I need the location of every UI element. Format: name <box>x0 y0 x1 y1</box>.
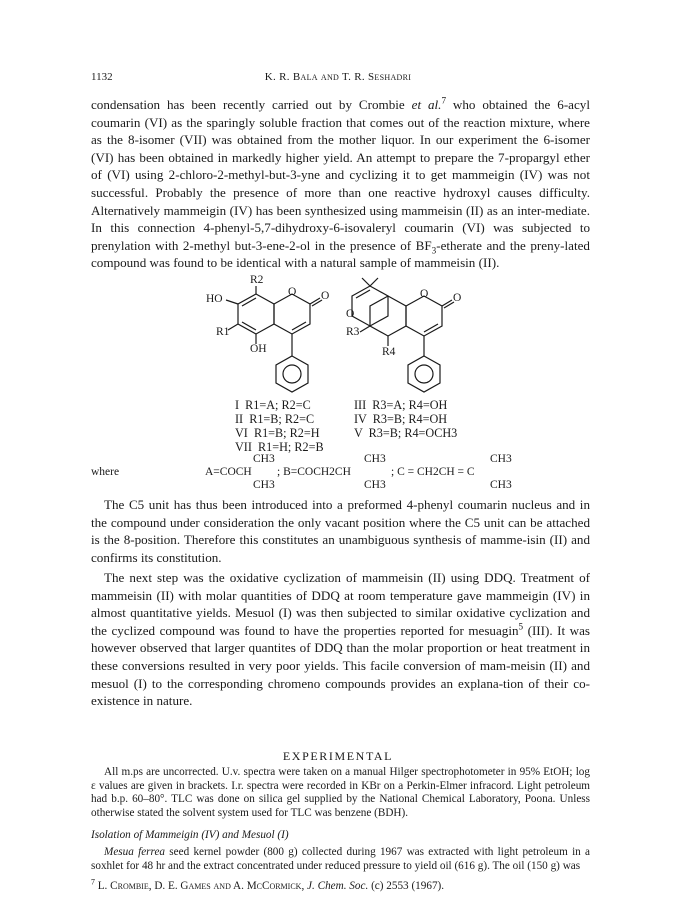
struct2-carbonyl-o: O <box>453 292 462 304</box>
para1-text-a: condensation has been recently carried out by Crombie <box>91 97 412 112</box>
struct1-carbonyl-o: O <box>321 290 330 302</box>
para3-text-a: The next step was the oxidative cyclization of mammeisin (II) using DDQ. Treatment of mammeisin (II) with molar quantities of DDQ at room temperature gave mammeigin (IV) in almost quantitative yields. Mesuol (I) was then subjected to similar oxidative cyclization and the cyclized compound was found to have the properties reported for mesuagin <box>91 570 590 638</box>
ring-b2 <box>406 296 442 336</box>
def-a: A=COCH <box>205 466 252 478</box>
footnote <box>91 877 445 892</box>
phenyl-ring <box>276 356 308 392</box>
structure-chromenocoumarin <box>332 276 482 398</box>
footnote-rest: (c) 2553 (1967). <box>368 880 445 892</box>
struct2-captions <box>354 398 457 440</box>
def-b: ; B=COCH2CH <box>277 466 351 478</box>
footnote-authors: L. Crombie, D. E. Games and A. McCormick, <box>94 880 308 892</box>
struct1-captions <box>235 398 324 454</box>
struct1-r1: R1 <box>216 326 230 338</box>
caption-V: V R3=B; R4=OCH3 <box>354 426 458 440</box>
bf3-subscript: 3 <box>431 245 437 256</box>
para1-text-c: -etherate and the preny-lated compound was found to be identical with a natural sample of mammeisin (II). <box>91 237 590 271</box>
def-c-ch3-bottom: CH3 <box>490 479 512 491</box>
caption-IV: IV R3=B; R4=OH <box>354 412 448 426</box>
caption-I: I R1=A; R2=C <box>235 398 311 412</box>
struct2-ring-o: O <box>420 288 429 300</box>
isolation-subheading: Isolation of Mammeigin (IV) and Mesuol (I) <box>91 829 289 841</box>
struct1-ring-o: O <box>288 286 297 298</box>
caption-II: II R1=B; R2=C <box>235 412 315 426</box>
caption-VI: VI R1=B; R2=H <box>235 426 320 440</box>
experimental-heading: EXPERIMENTAL <box>282 749 394 763</box>
para3-text-b: (III). It was however observed that larger quantites of DDQ than the molar proportion or heat treatment in these conversions resulted in very poor yields. This facile conversion of mam-meisin (II) and mesuol (I) to the corresponding chromeno compounds provides an explana-tion of their co-existence in nature. <box>91 622 590 709</box>
struct2-pyran-o: O <box>346 308 355 320</box>
def-a-ch3-top: CH3 <box>253 453 275 465</box>
ring-b <box>274 294 310 334</box>
body-paragraph-3 <box>91 569 590 710</box>
experimental-paragraph-2 <box>91 846 590 873</box>
ref-7: 7 <box>441 95 447 106</box>
def-a-ch3-bottom: CH3 <box>253 479 275 491</box>
def-b-ch3-top: CH3 <box>364 453 386 465</box>
body-paragraph-1 <box>91 96 590 272</box>
struct1-ho: HO <box>206 293 223 305</box>
where-label: where <box>91 466 120 478</box>
def-b-ch3-bottom: CH3 <box>364 479 386 491</box>
struct1-oh: OH <box>250 343 267 355</box>
et-al: et al. <box>411 97 442 112</box>
footnote-marker: 7 <box>91 877 95 887</box>
struct2-r4: R4 <box>382 346 396 358</box>
def-c: ; C = CH2CH = C <box>391 466 475 478</box>
caption-III: III R3=A; R4=OH <box>354 398 448 412</box>
footnote-journal: J. Chem. Soc. <box>307 880 369 892</box>
def-c-ch3-top: CH3 <box>490 453 512 465</box>
para1-text-b: who obtained the 6-acyl coumarin (VI) as the sparingly soluble fraction that comes out of the reaction mixture, where as the 8-isomer (VII) was obtained from the mother liquor. In our experiment the 6-isomer (VI) has been obtained in markedly higher yield. An attempt to prepare the 7-propargyl ether of (VI) using 2-chloro-2-methyl-but-3-yne and cyclizing it to get mammeigin (IV) was not successful. Probably the presence of more than one reactive hydroxyl causes difficulty. Alternatively mammeigin (IV) has been synthesized using mammeisin (II) as an inter-mediate. In this connection 4-phenyl-5,7-dihydroxy-6-isovaleryl coumarin (VI) was subjected to prenylation with 2-methyl but-3-ene-2-ol in the presence of BF <box>91 97 590 253</box>
struct1-r2: R2 <box>250 274 264 286</box>
page-number: 1132 <box>91 71 113 83</box>
ref-5: 5 <box>518 621 524 632</box>
exp-para2-text: seed kernel powder (800 g) collected during 1967 was extracted with light petroleum in a soxhlet for 48 hr and the extract concentrated under reduced pressure to yield oil (616 g). The oil (150 g) was <box>91 846 590 872</box>
experimental-paragraph: All m.ps are uncorrected. U.v. spectra were taken on a manual Hilger spectrophotometer in 95% EtOH; log ε values are given in brackets. I.r. spectra were recorded in KBr on a Perkin-Elmer infracord. Light petroleum had b.p. 60–80°. TLC was done on silica gel supplied by the National Chemical Laboratory, Poona. Unless otherwise stated the solvent system used for TLC was benzene (BDH). <box>91 766 590 820</box>
caption-VII: VII R1=H; R2=B <box>235 440 324 454</box>
running-head: K. R. Bala and T. R. Seshadri <box>264 71 412 83</box>
species-name: Mesua ferrea <box>104 846 166 858</box>
ring-a <box>238 294 274 334</box>
phenyl-ring-2 <box>408 356 440 392</box>
body-paragraph-2: The C5 unit has thus been introduced into a preformed 4-phenyl coumarin nucleus and in the compound under consideration the only vacant position where the C5 unit can be attached is the 8-position. Therefore this constitutes an unambiguous synthesis of mamme-isin (II) and confirms its constitution. <box>91 497 590 565</box>
structure-coumarin <box>196 276 338 398</box>
substituent-definitions <box>205 452 605 492</box>
struct2-r3: R3 <box>346 326 360 338</box>
